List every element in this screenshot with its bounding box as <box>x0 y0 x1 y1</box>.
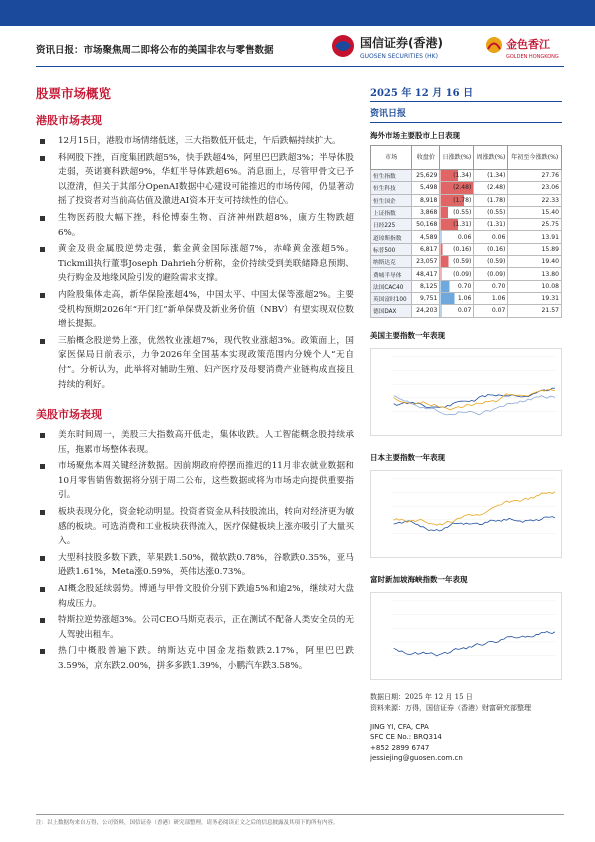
market-name-cell: 日经225 <box>371 219 412 231</box>
hk-bullet-item: 生物医药股大幅下挫，科伦博泰生物、百济神州跌超8%，康方生物跌超6%。 <box>36 211 354 240</box>
value-cell: (0.09) <box>440 268 474 280</box>
us-bullet-item: 美东时间周一，美股三大指数高开低走，集体收跌。人工智能概念股持续承压，拖累市场整体表现。 <box>36 428 354 457</box>
us-section-title: 美股市场表现 <box>36 408 102 422</box>
table-row <box>371 268 562 280</box>
table-row <box>371 219 562 231</box>
value-cell: (0.59) <box>474 256 508 268</box>
table-header-cell: 年初至今涨跌(%) <box>508 146 562 170</box>
table-header-cell: 市场 <box>371 146 412 170</box>
value-cell: (1.34) <box>440 170 474 182</box>
chart3-title: 富时新加坡海峡指数一年表现 <box>370 574 468 584</box>
market-name-cell: 标普500 <box>371 243 412 255</box>
value-cell: 19.31 <box>508 292 562 304</box>
value-cell: 21.57 <box>508 305 562 317</box>
value-cell: 0.06 <box>474 231 508 243</box>
table-row <box>371 206 562 218</box>
table-row <box>371 292 562 304</box>
market-name-cell: 英国富时100 <box>371 292 412 304</box>
value-cell: 25.75 <box>508 219 562 231</box>
logo2-en: GOLDEN HONGKONG <box>506 54 559 60</box>
market-name-cell: 纳斯达克 <box>371 256 412 268</box>
value-cell: 9,751 <box>412 292 440 304</box>
table-row <box>371 305 562 317</box>
hk-bullet-item: 黄金及贵金属股逆势走强，紫金黄金国际涨超7%，赤峰黄金涨超5%。Tickmill执行董事Joseph Dahrieh分析称，金价持续受到美联储降息预期、央行购金及地缘风险引发的避险需求支撑。 <box>36 242 354 286</box>
value-cell: (2.48) <box>440 182 474 194</box>
value-cell: (1.31) <box>474 219 508 231</box>
index-series-line <box>394 631 555 655</box>
golden-hongkong-logo <box>484 32 564 62</box>
value-cell: 8,125 <box>412 280 440 292</box>
hk-bullet-item: 三胎概念股逆势上涨，优然牧业涨超7%，现代牧业涨超3%。政策面上，国家医保局日前表示，力争2026年全国基本实现政策范围内分娩个人“无自付”。分析认为，此举将对辅助生殖、妇产医疗及母婴消费产业链构成直接且持续的利好。 <box>36 334 354 392</box>
table-row <box>371 182 562 194</box>
table-row <box>371 170 562 182</box>
hk-bullet-list <box>36 134 354 392</box>
table-header-cell: 周涨跌(%) <box>474 146 508 170</box>
contact-name: JING YI, CFA, CPA <box>370 722 429 731</box>
market-name-cell: 费城半导体 <box>371 268 412 280</box>
us-bullet-item: AI概念股延续弱势。博通与甲骨文股价分别下跌逾5%和逾2%，继续对大盘构成压力。 <box>36 582 354 611</box>
us-bullet-item: 市场聚焦本周关键经济数据。因前期政府停摆而推迟的11月非农就业数据和10月零售销售数据将分别于周二公布，这些数据或将为市场走向提供重要指引。 <box>36 459 354 503</box>
value-cell: (1.78) <box>440 194 474 206</box>
us-index-chart <box>370 348 562 436</box>
contact-phone: +852 2899 6747 <box>370 743 430 752</box>
us-bullet-item: 大型科技股多数下跌，苹果跌1.50%，微软跌0.78%，谷歌跌0.35%，亚马逊跌1.61%，Meta涨0.59%，英伟达涨0.73%。 <box>36 551 354 580</box>
value-cell: 5,498 <box>412 182 440 194</box>
table-body <box>371 170 562 318</box>
top-banner <box>0 0 595 26</box>
table-row <box>371 243 562 255</box>
index-series-line <box>394 516 555 530</box>
value-cell: 6,817 <box>412 243 440 255</box>
header-divider <box>36 66 564 67</box>
value-cell: 1.06 <box>440 292 474 304</box>
left-column <box>36 84 354 676</box>
index-series-line <box>394 395 555 414</box>
hk-bullet-item: 12月15日，港股市场情绪低迷，三大指数低开低走，午后跌幅持续扩大。 <box>36 134 354 149</box>
hk-bullet-item: 科网股下挫，百度集团跌超5%，快手跌超4%，阿里巴巴跌超3%；半导体股走弱，英诺赛科跌超9%，华虹半导体跌超6%。消息面上，尽管甲骨文已予以澄清，但关于其部分OpenAI数据中心建设可能推迟的市场传闻，仍显著动摇了投资者对当前高估值及激进AI资本开支可持续性的信心。 <box>36 151 354 209</box>
logo1-cn: 国信证券(香港) <box>360 36 443 50</box>
value-cell: 0.70 <box>474 280 508 292</box>
singapore-index-chart <box>370 592 562 680</box>
value-cell: 10.08 <box>508 280 562 292</box>
hk-section-title: 港股市场表现 <box>36 114 102 127</box>
us-bullet-item: 板块表现分化，资金轮动明显。投资者资金从科技股流出，转向对经济更为敏感的板块。可选消费和工业板块获得流入，医疗保健板块上涨亦吸引了大量买入。 <box>36 505 354 549</box>
report-date: 2025 年 12 月 16 日 <box>370 84 562 102</box>
value-cell: (0.16) <box>474 243 508 255</box>
value-cell: (0.55) <box>474 206 508 218</box>
value-cell: 0.70 <box>440 280 474 292</box>
footer-divider <box>36 814 564 815</box>
value-cell: 15.40 <box>508 206 562 218</box>
japan-index-chart <box>370 470 562 558</box>
value-cell: 13.80 <box>508 268 562 280</box>
us-bullet-item: 热门中概股普遍下跌。纳斯达克中国金龙指数跌2.17%，阿里巴巴跌3.59%，京东跌2.00%，拼多多跌1.39%，小鹏汽车跌3.58%。 <box>36 644 354 673</box>
value-cell: (0.59) <box>440 256 474 268</box>
table-row <box>371 256 562 268</box>
value-cell: (0.16) <box>440 243 474 255</box>
market-name-cell: 恒生指数 <box>371 170 412 182</box>
value-cell: 24,203 <box>412 305 440 317</box>
us-bullet-list <box>36 428 354 674</box>
logo1-en: GUOSEN SECURITIES (HK) <box>360 53 438 60</box>
value-cell: 15.89 <box>508 243 562 255</box>
data-source: 资料来源：万得，国信证券（香港）财富研究部整理 <box>370 703 531 712</box>
table-header-cell: 收盘价 <box>412 146 440 170</box>
market-name-cell: 恒生科技 <box>371 182 412 194</box>
chart1-title: 美国主要指数一年表现 <box>370 330 445 340</box>
right-column <box>370 84 562 764</box>
contact-sfc: SFC CE No.: BRQ314 <box>370 733 442 742</box>
data-meta <box>370 692 562 714</box>
table-row <box>371 280 562 292</box>
market-name-cell: 恒生国企 <box>371 194 412 206</box>
value-cell: 1.06 <box>474 292 508 304</box>
value-cell: (2.48) <box>474 182 508 194</box>
report-title: 资讯日报：市场聚焦周二即将公布的美国非农与零售数据 <box>36 45 274 56</box>
value-cell: (1.31) <box>440 219 474 231</box>
value-cell: 27.76 <box>508 170 562 182</box>
market-name-cell: 上证指数 <box>371 206 412 218</box>
chart2-title: 日本主要指数一年表现 <box>370 452 445 462</box>
table-row <box>371 194 562 206</box>
market-name-cell: 法国CAC40 <box>371 280 412 292</box>
logo2-cn: 金色香江 <box>506 38 550 51</box>
value-cell: 19.40 <box>508 256 562 268</box>
value-cell: 4,589 <box>412 231 440 243</box>
value-cell: 50,168 <box>412 219 440 231</box>
value-cell: (0.55) <box>440 206 474 218</box>
value-cell: (1.78) <box>474 194 508 206</box>
us-bullet-item: 特斯拉逆势涨超3%。公司CEO马斯克表示，正在测试不配备人类安全员的无人驾驶出租车。 <box>36 613 354 642</box>
value-cell: 3,868 <box>412 206 440 218</box>
value-cell: 0.07 <box>474 305 508 317</box>
market-name-cell: 道琼斯指数 <box>371 231 412 243</box>
table-title: 海外市场主要股市上日表现 <box>370 131 460 140</box>
table-row <box>371 231 562 243</box>
value-cell: 13.91 <box>508 231 562 243</box>
report-type: 资讯日报 <box>370 106 562 123</box>
analyst-contact <box>370 722 562 764</box>
market-table <box>370 145 562 318</box>
value-cell: 22.33 <box>508 194 562 206</box>
footer-note: 注：以上数据均来自万得，公司资料，国信证券（香港）研究部整理，请务必阅读正文之后的信息披露及其项下的所有内容。 <box>36 820 339 826</box>
value-cell: 8,918 <box>412 194 440 206</box>
table-header-cell: 日涨跌(%) <box>440 146 474 170</box>
main-section-title: 股票市场概览 <box>36 86 112 101</box>
market-name-cell: 德国DAX <box>371 305 412 317</box>
value-cell: 23,057 <box>412 256 440 268</box>
contact-email[interactable]: jessiejing@guosen.com.cn <box>370 754 463 763</box>
value-cell: 25,629 <box>412 170 440 182</box>
data-date: 数据日期：2025 年 12 月 15 日 <box>370 692 473 701</box>
guosen-logo <box>330 32 470 62</box>
value-cell: 0.06 <box>440 231 474 243</box>
value-cell: 0.07 <box>440 305 474 317</box>
table-header-row <box>371 146 562 170</box>
value-cell: (1.34) <box>474 170 508 182</box>
value-cell: 48,417 <box>412 268 440 280</box>
value-cell: (0.09) <box>474 268 508 280</box>
value-cell: 23.06 <box>508 182 562 194</box>
hk-bullet-item: 内险股集体走高，新华保险涨超4%，中国太平、中国太保等涨超2%。主要受机构预期2026年“开门红”新单保费及新业务价值（NBV）有望实现双位数增长提振。 <box>36 288 354 332</box>
